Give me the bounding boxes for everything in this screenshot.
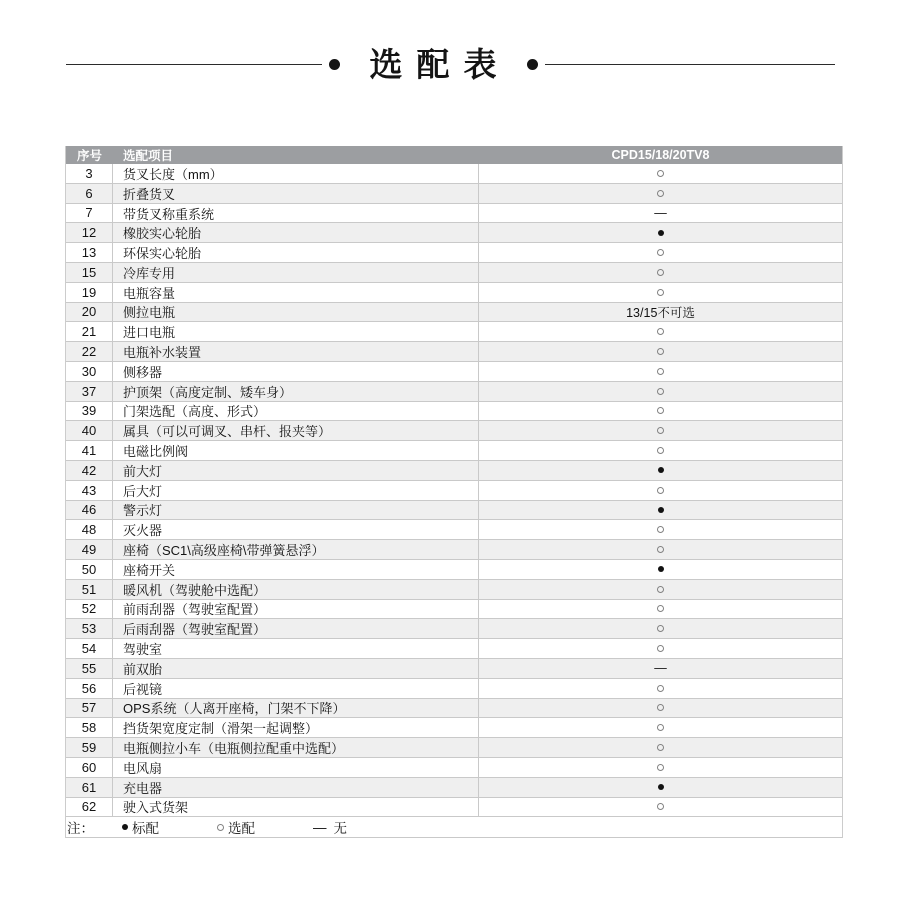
row-number: 7 [66, 204, 113, 223]
row-value [479, 600, 842, 619]
row-number: 21 [66, 322, 113, 341]
row-item: 橡胶实心轮胎 [113, 223, 479, 242]
row-number: 42 [66, 461, 113, 480]
row-item: 挡货架宽度定制（滑架一起调整） [113, 718, 479, 737]
optional-icon [657, 487, 664, 494]
page-title: 选配表 [369, 45, 511, 83]
standard-icon [658, 507, 664, 513]
row-value [479, 223, 842, 242]
row-number: 41 [66, 441, 113, 460]
row-item: 前大灯 [113, 461, 479, 480]
standard-icon [658, 467, 664, 473]
optional-icon [657, 724, 664, 731]
table-row [66, 798, 842, 818]
table-row [66, 600, 842, 620]
row-number: 48 [66, 520, 113, 539]
optional-icon [657, 586, 664, 593]
row-item: 电瓶容量 [113, 283, 479, 302]
row-number: 56 [66, 679, 113, 698]
column-header-no: 序号 [76, 149, 102, 163]
standard-icon [122, 824, 128, 830]
legend-optional [217, 817, 255, 837]
row-number: 49 [66, 540, 113, 559]
row-item: 驾驶室 [113, 639, 479, 658]
row-value [479, 679, 842, 698]
optional-icon [657, 605, 664, 612]
legend-optional-label: 选配 [228, 821, 255, 837]
row-value [479, 402, 842, 421]
row-number: 46 [66, 501, 113, 520]
row-value [479, 322, 842, 341]
row-number: 20 [66, 303, 113, 322]
optional-icon [657, 289, 664, 296]
table-row [66, 243, 842, 263]
table-row [66, 758, 842, 778]
row-number: 22 [66, 342, 113, 361]
optional-icon [657, 546, 664, 553]
row-item: 带货叉称重系统 [113, 204, 479, 223]
row-item: 电磁比例阀 [113, 441, 479, 460]
title-rule-right [545, 64, 835, 65]
table-body [66, 164, 842, 817]
row-number: 53 [66, 619, 113, 638]
note-label: 注： [67, 821, 94, 837]
row-item: 后大灯 [113, 481, 479, 500]
table-row [66, 303, 842, 323]
row-item: 警示灯 [113, 501, 479, 520]
standard-icon [658, 784, 664, 790]
row-number: 6 [66, 184, 113, 203]
row-number: 55 [66, 659, 113, 678]
options-table [65, 146, 843, 838]
row-item: 后雨刮器（驾驶室配置） [113, 619, 479, 638]
row-value [479, 243, 842, 262]
table-row [66, 540, 842, 560]
row-value [479, 580, 842, 599]
row-number: 51 [66, 580, 113, 599]
table-row [66, 639, 842, 659]
row-value [479, 639, 842, 658]
row-value [479, 461, 842, 480]
table-row [66, 421, 842, 441]
row-value [479, 520, 842, 539]
row-item: OPS系统（人离开座椅，门架不下降） [113, 699, 479, 718]
optional-icon [657, 368, 664, 375]
row-item: 货叉长度（mm） [113, 164, 479, 183]
row-value [479, 619, 842, 638]
row-item: 座椅（SC1\高级座椅\带弹簧悬浮） [113, 540, 479, 559]
column-header-item: 选配项目 [123, 149, 174, 163]
row-number: 50 [66, 560, 113, 579]
standard-icon [658, 566, 664, 572]
row-number: 15 [66, 263, 113, 282]
optional-icon [657, 526, 664, 533]
column-header-model: CPD15/18/20TV8 [611, 148, 710, 162]
table-row [66, 223, 842, 243]
title-band [0, 44, 900, 84]
table-row [66, 184, 842, 204]
table-row [66, 283, 842, 303]
row-item: 门架选配（高度、形式） [113, 402, 479, 421]
row-value [479, 758, 842, 777]
row-number: 43 [66, 481, 113, 500]
table-header-row [66, 146, 842, 164]
row-value [479, 362, 842, 381]
row-item: 充电器 [113, 778, 479, 797]
row-number: 37 [66, 382, 113, 401]
row-number: 19 [66, 283, 113, 302]
row-number: 62 [66, 798, 113, 817]
row-number: 61 [66, 778, 113, 797]
title-dot-left-icon [329, 59, 340, 70]
row-item: 折叠货叉 [113, 184, 479, 203]
table-row [66, 342, 842, 362]
row-number: 40 [66, 421, 113, 440]
row-value [479, 342, 842, 361]
table-row [66, 382, 842, 402]
table-row [66, 679, 842, 699]
table-row [66, 580, 842, 600]
row-item: 侧移器 [113, 362, 479, 381]
none-dash-icon: — [313, 819, 327, 835]
optional-icon [657, 388, 664, 395]
legend-standard [122, 817, 159, 837]
title-rule-left [66, 64, 322, 65]
row-item: 属具（可以可调叉、串杆、报夹等） [113, 421, 479, 440]
optional-icon [657, 190, 664, 197]
row-item: 暖风机（驾驶舱中选配） [113, 580, 479, 599]
table-row [66, 659, 842, 679]
optional-icon [657, 269, 664, 276]
optional-icon [657, 744, 664, 751]
table-row [66, 402, 842, 422]
optional-icon [657, 803, 664, 810]
standard-icon [658, 230, 664, 236]
row-item: 前雨刮器（驾驶室配置） [113, 600, 479, 619]
row-item: 冷库专用 [113, 263, 479, 282]
optional-icon [657, 625, 664, 632]
row-item: 进口电瓶 [113, 322, 479, 341]
optional-icon [657, 685, 664, 692]
row-item: 灭火器 [113, 520, 479, 539]
row-number: 52 [66, 600, 113, 619]
title-dot-right-icon [527, 59, 538, 70]
legend-standard-label: 标配 [132, 821, 159, 837]
row-item: 环保实心轮胎 [113, 243, 479, 262]
row-value [479, 283, 842, 302]
row-value [479, 699, 842, 718]
row-item: 座椅开关 [113, 560, 479, 579]
legend-note [66, 817, 842, 838]
row-number: 58 [66, 718, 113, 737]
row-value: — [654, 205, 667, 220]
table-row [66, 718, 842, 738]
row-number: 3 [66, 164, 113, 183]
row-item: 驶入式货架 [113, 798, 479, 817]
row-value [479, 540, 842, 559]
optional-icon [217, 824, 224, 831]
table-row [66, 441, 842, 461]
optional-icon [657, 249, 664, 256]
table-row [66, 738, 842, 758]
optional-icon [657, 764, 664, 771]
optional-icon [657, 645, 664, 652]
table-row [66, 263, 842, 283]
optional-icon [657, 427, 664, 434]
optional-icon [657, 704, 664, 711]
optional-icon [657, 328, 664, 335]
row-value [479, 560, 842, 579]
table-row [66, 322, 842, 342]
table-row [66, 619, 842, 639]
row-value: 13/15不可选 [626, 305, 695, 320]
table-row [66, 481, 842, 501]
row-value [479, 263, 842, 282]
row-value [479, 778, 842, 797]
table-row [66, 778, 842, 798]
row-item: 前双胎 [113, 659, 479, 678]
table-row [66, 362, 842, 382]
row-value [479, 184, 842, 203]
table-row [66, 461, 842, 481]
row-value [479, 164, 842, 183]
row-number: 39 [66, 402, 113, 421]
optional-icon [657, 348, 664, 355]
row-item: 电瓶侧拉小车（电瓶侧拉配重中选配） [113, 738, 479, 757]
optional-icon [657, 407, 664, 414]
row-number: 54 [66, 639, 113, 658]
legend-none [313, 817, 347, 837]
table-row [66, 560, 842, 580]
row-value [479, 738, 842, 757]
row-item: 侧拉电瓶 [113, 303, 479, 322]
row-value [479, 382, 842, 401]
row-value: — [654, 661, 667, 676]
row-number: 30 [66, 362, 113, 381]
legend-none-label: 无 [333, 821, 347, 837]
row-value [479, 501, 842, 520]
table-row [66, 164, 842, 184]
row-item: 电瓶补水装置 [113, 342, 479, 361]
row-number: 12 [66, 223, 113, 242]
table-row [66, 699, 842, 719]
optional-icon [657, 447, 664, 454]
row-item: 后视镜 [113, 679, 479, 698]
row-number: 13 [66, 243, 113, 262]
row-value [479, 421, 842, 440]
row-value [479, 441, 842, 460]
row-value [479, 481, 842, 500]
row-item: 电风扇 [113, 758, 479, 777]
table-row [66, 501, 842, 521]
row-item: 护顶架（高度定制、矮车身） [113, 382, 479, 401]
row-number: 60 [66, 758, 113, 777]
row-value [479, 718, 842, 737]
row-value [479, 798, 842, 817]
optional-icon [657, 170, 664, 177]
row-number: 59 [66, 738, 113, 757]
table-row [66, 520, 842, 540]
row-number: 57 [66, 699, 113, 718]
table-row [66, 204, 842, 224]
